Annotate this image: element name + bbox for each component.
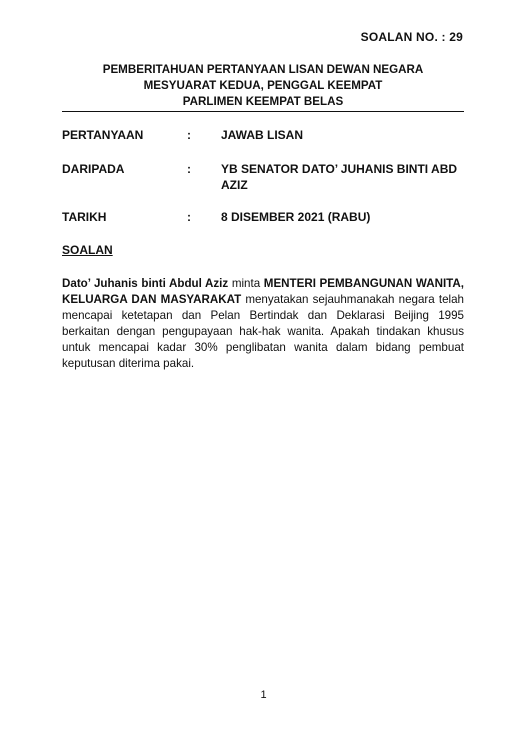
- question-number: SOALAN NO. : 29: [360, 30, 463, 44]
- heading-line-3: PARLIMEN KEEMPAT BELAS: [182, 95, 344, 108]
- daripada-colon: :: [187, 162, 191, 176]
- daripada-label: DARIPADA: [62, 162, 125, 176]
- question-body: [62, 276, 464, 372]
- question-minister: MENTERI PEMBANGUNAN WANITA, KELUARGA DAN MASYARAKAT: [62, 277, 464, 306]
- question-text: menyatakan sejauhmanakah negara telah mencapai ketetapan dan Pelan Bertindak dan Deklarasi Beijing 1995 berkaitan dengan pengupayaan hak-hak wanita. Apakah tindakan khusus untuk mencapai kadar 30% penglibatan wanita dalam bidang pembuat keputusan diterima pakai.: [62, 293, 464, 370]
- heading-line-1: PEMBERITAHUAN PERTANYAAN LISAN DEWAN NEGARA: [102, 63, 424, 76]
- document-heading: [62, 62, 464, 110]
- tarikh-colon: :: [187, 210, 191, 224]
- pertanyaan-label: PERTANYAAN: [62, 128, 144, 142]
- question-verb: minta: [228, 277, 264, 290]
- heading-line-2: MESYUARAT KEDUA, PENGGAL KEEMPAT: [143, 79, 383, 92]
- tarikh-label: TARIKH: [62, 210, 107, 224]
- question-asker: Dato’ Juhanis binti Abdul Aziz: [62, 277, 229, 290]
- pertanyaan-value: JAWAB LISAN: [221, 128, 304, 142]
- heading-divider: [62, 111, 464, 112]
- daripada-value: YB SENATOR DATO’ JUHANIS BINTI ABD AZIZ: [221, 162, 458, 192]
- pertanyaan-colon: :: [187, 128, 191, 142]
- soalan-heading: SOALAN: [62, 243, 113, 257]
- tarikh-value: 8 DISEMBER 2021 (RABU): [221, 210, 371, 224]
- page-number: 1: [260, 689, 267, 701]
